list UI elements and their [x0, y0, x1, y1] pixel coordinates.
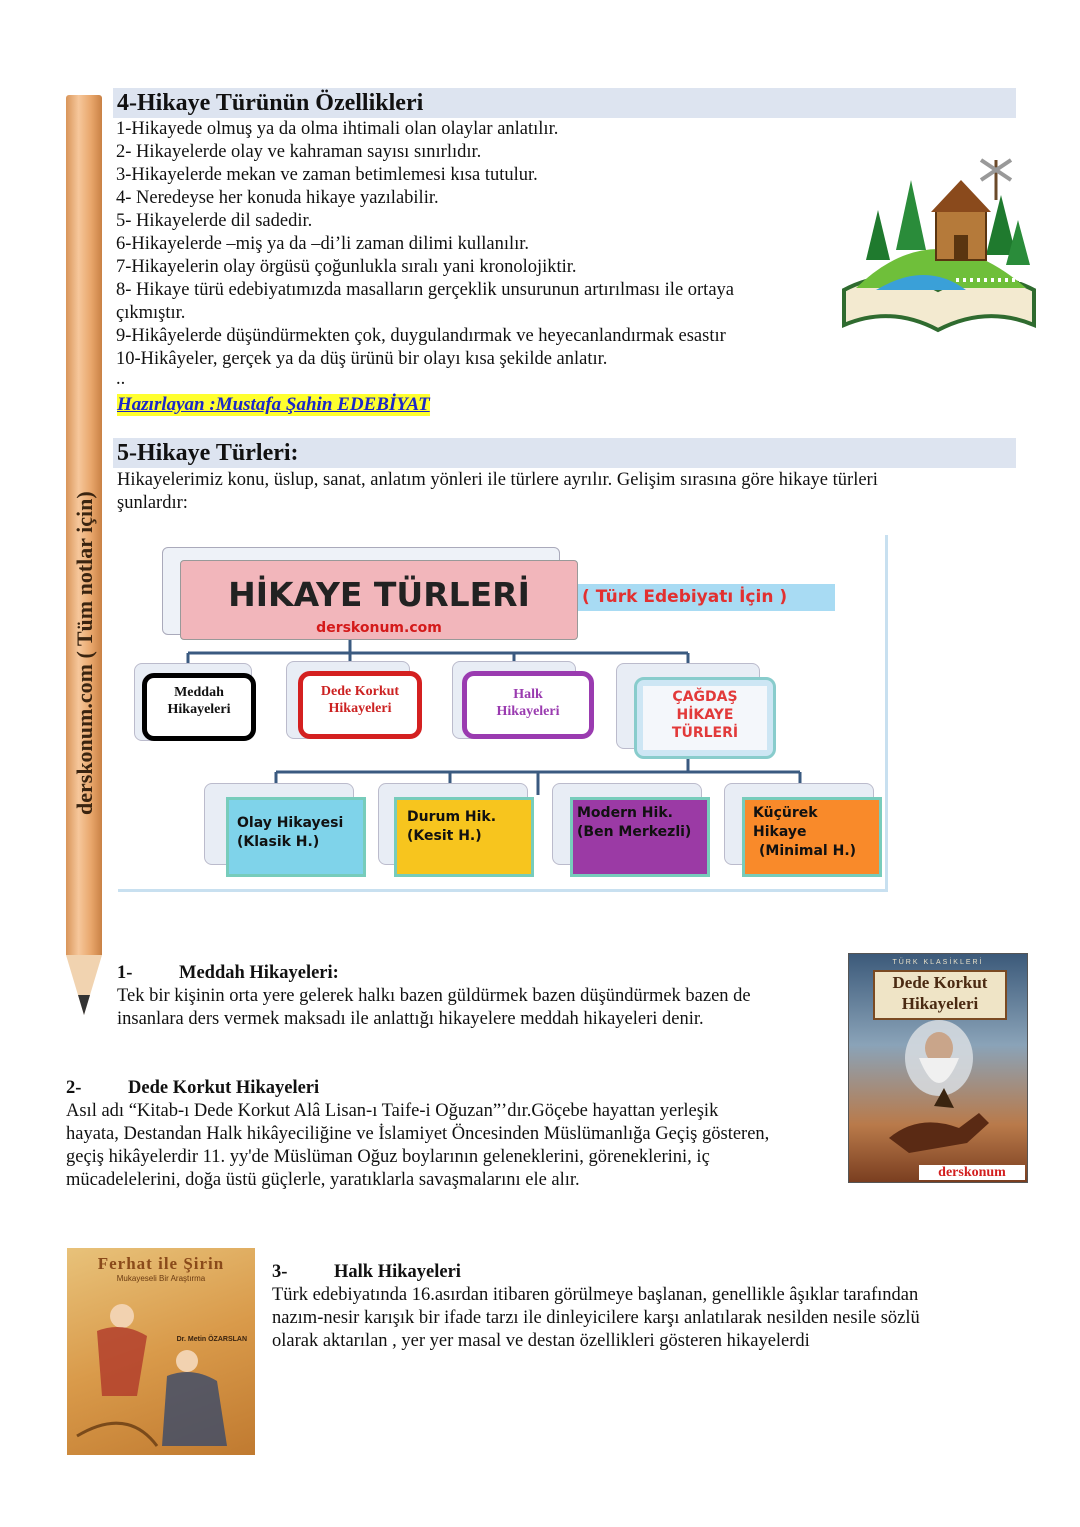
list-item: 7-Hikayelerin olay örgüsü çoğunlukla sıralı yani kronolojiktir. — [116, 257, 577, 277]
list-item: 2- Hikayelerde olay ve kahraman sayısı sınırlıdır. — [116, 142, 482, 162]
node-label: (Klasik H.) — [237, 834, 320, 850]
section4-title: 4-Hikaye Türünün Özellikleri — [113, 88, 1016, 118]
list-item: 8- Hikaye türü edebiyatımızda masalların gerçeklik unsurunun artırılması ile ortaya — [116, 280, 734, 300]
hikaye-turleri-diagram — [118, 535, 890, 892]
diagram-note: ( Türk Edebiyatı İçin ) — [578, 584, 835, 611]
node-label: TÜRLERİ — [671, 725, 739, 741]
section5-intro — [117, 469, 878, 515]
node-label: Hikaye — [753, 824, 807, 840]
node-halk — [462, 671, 594, 739]
paragraph-line: Tek bir kişinin orta yere gelerek halkı bazen güldürmek bazen düşündürmek bazen de — [117, 986, 751, 1006]
node-kucurek-hikaye — [742, 797, 882, 877]
node-cagdas — [634, 677, 776, 759]
node-cagdas-inner — [643, 686, 767, 750]
paragraph-line: geçiş hikâyelerdir 11. yy'de Müslüman Oğuz boylarının geleneklerini, göreneklerini, iç — [66, 1147, 710, 1167]
node-label: (Minimal H.) — [759, 843, 857, 859]
paragraph-line: hayata, Destandan Halk hikâyeciliğine ve İslamiyet Öncesinden Müslümanlığa Geçiş gösteren, — [66, 1124, 770, 1144]
diagram-site: derskonum.com — [316, 620, 442, 636]
node-label: Küçürek — [753, 805, 818, 821]
halk-section — [272, 1261, 992, 1353]
list-item: çıkmıştır. — [116, 303, 186, 323]
paragraph-line: mücadelelerini, doğa üstü güçlerle, yaratıklarla savaşmalarını ele alır. — [66, 1170, 580, 1190]
node-label: Dede Korkut — [320, 684, 400, 699]
cover-brand: derskonum — [919, 1165, 1025, 1180]
list-item: 9-Hikâyelerde düşündürmekten çok, duygulandırmak ve heyecanlandırmak esastır — [116, 326, 726, 346]
paragraph-line: olarak aktarılan , yer yer masal ve destan özellikleri gösteren hikayelerdi — [272, 1331, 810, 1351]
section4-list — [116, 118, 734, 387]
dede-korkut-heading: Dede Korkut Hikayeleri — [128, 1078, 320, 1098]
list-item: 1-Hikayede olmuş ya da olma ihtimali olan olaylar anlatılır. — [116, 119, 559, 139]
paragraph-line: Türk edebiyatında 16.asırdan itibaren görülmeye başlanan, genellikle âşıklar tarafından — [272, 1285, 919, 1305]
list-item: .. — [116, 369, 126, 389]
node-label: Hikayeleri — [496, 704, 560, 719]
prepared-by-link[interactable]: Hazırlayan :Mustafa Şahin EDEBİYAT — [117, 394, 430, 415]
node-label: Durum Hik. — [407, 809, 497, 825]
dede-korkut-section — [66, 1077, 846, 1192]
node-modern-hik — [570, 797, 710, 877]
intro-line: şunlardır: — [117, 493, 188, 513]
cover-title: Dede Korkut — [892, 973, 988, 992]
paragraph-line: nazım-nesir karışık bir ifade tarzı ile dinleyicilere karşı anlatılarak nesilden nesile sözlü — [272, 1308, 920, 1328]
pencil-label: derskonum.com ( Tüm notlar için) — [72, 491, 97, 815]
list-item: 4- Neredeyse her konuda hikaye yazılabilir. — [116, 188, 439, 208]
node-label: (Kesit H.) — [407, 828, 482, 844]
node-label: (Ben Merkezli) — [577, 824, 692, 840]
meddah-section — [117, 962, 837, 1031]
node-label: Meddah — [174, 685, 224, 700]
ferhat-ile-sirin-book-cover — [67, 1248, 255, 1455]
node-label: Hikayeleri — [328, 701, 392, 716]
list-item: 10-Hikâyeler, gerçek ya da düş ürünü bir olayı kısa şekilde anlatır. — [116, 349, 608, 369]
pencil-lead — [78, 995, 90, 1015]
cover-subtitle: Mukayeseli Bir Araştırma — [116, 1274, 206, 1283]
storybook-illustration — [836, 140, 1041, 335]
heading-number: 1- — [117, 963, 133, 983]
cover-series: TÜRK KLASİKLERİ — [892, 959, 984, 966]
list-item: 6-Hikayelerde –miş ya da –di’li zaman dilimi kullanılır. — [116, 234, 530, 254]
node-meddah — [142, 673, 256, 741]
heading-number: 2- — [66, 1078, 82, 1098]
list-item: 3-Hikayelerde mekan ve zaman betimlemesi kısa tutulur. — [116, 165, 538, 185]
cover-title: Hikayeleri — [901, 994, 979, 1013]
node-label: HİKAYE — [676, 707, 734, 723]
node-label: Halk — [513, 687, 543, 702]
section5-title: 5-Hikaye Türleri: — [113, 438, 1016, 468]
halk-heading: Halk Hikayeleri — [334, 1262, 461, 1282]
cover-art — [67, 1286, 255, 1455]
node-label: Modern Hik. — [577, 805, 673, 821]
intro-line: Hikayelerimiz konu, üslup, sanat, anlatım yönleri ile türlere ayrılır. Gelişim sırasına göre hikaye türleri — [117, 470, 878, 490]
paragraph-line: Asıl adı “Kitab-ı Dede Korkut Alâ Lisan-ı Taife-i Oğuzan”’dır.Göçebe hayattan yerleşik — [66, 1101, 719, 1121]
node-olay-hikayesi — [226, 797, 366, 877]
cover-author: Dr. Metin ÖZARSLAN — [176, 1336, 247, 1343]
cover-art — [849, 1018, 1027, 1168]
node-durum-hik — [394, 797, 534, 877]
diagram-title: HİKAYE TÜRLERİ — [228, 575, 530, 614]
meddah-heading: Meddah Hikayeleri: — [179, 963, 339, 983]
dede-korkut-book-cover — [848, 953, 1028, 1183]
list-item: 5- Hikayelerde dil sadedir. — [116, 211, 313, 231]
heading-number: 3- — [272, 1262, 288, 1282]
paragraph-line: insanlara ders vermek maksadı ile anlattığı hikayelere meddah hikayeleri denir. — [117, 1009, 704, 1029]
node-dede-korkut — [298, 671, 422, 739]
node-label: ÇAĞDAŞ — [672, 689, 738, 705]
cover-title: Ferhat ile Şirin — [97, 1254, 225, 1273]
node-label: Hikayeleri — [167, 702, 231, 717]
node-label: Olay Hikayesi — [237, 815, 344, 831]
cover-title-plate — [873, 970, 1007, 1020]
pencil-sidebar — [66, 95, 104, 1020]
